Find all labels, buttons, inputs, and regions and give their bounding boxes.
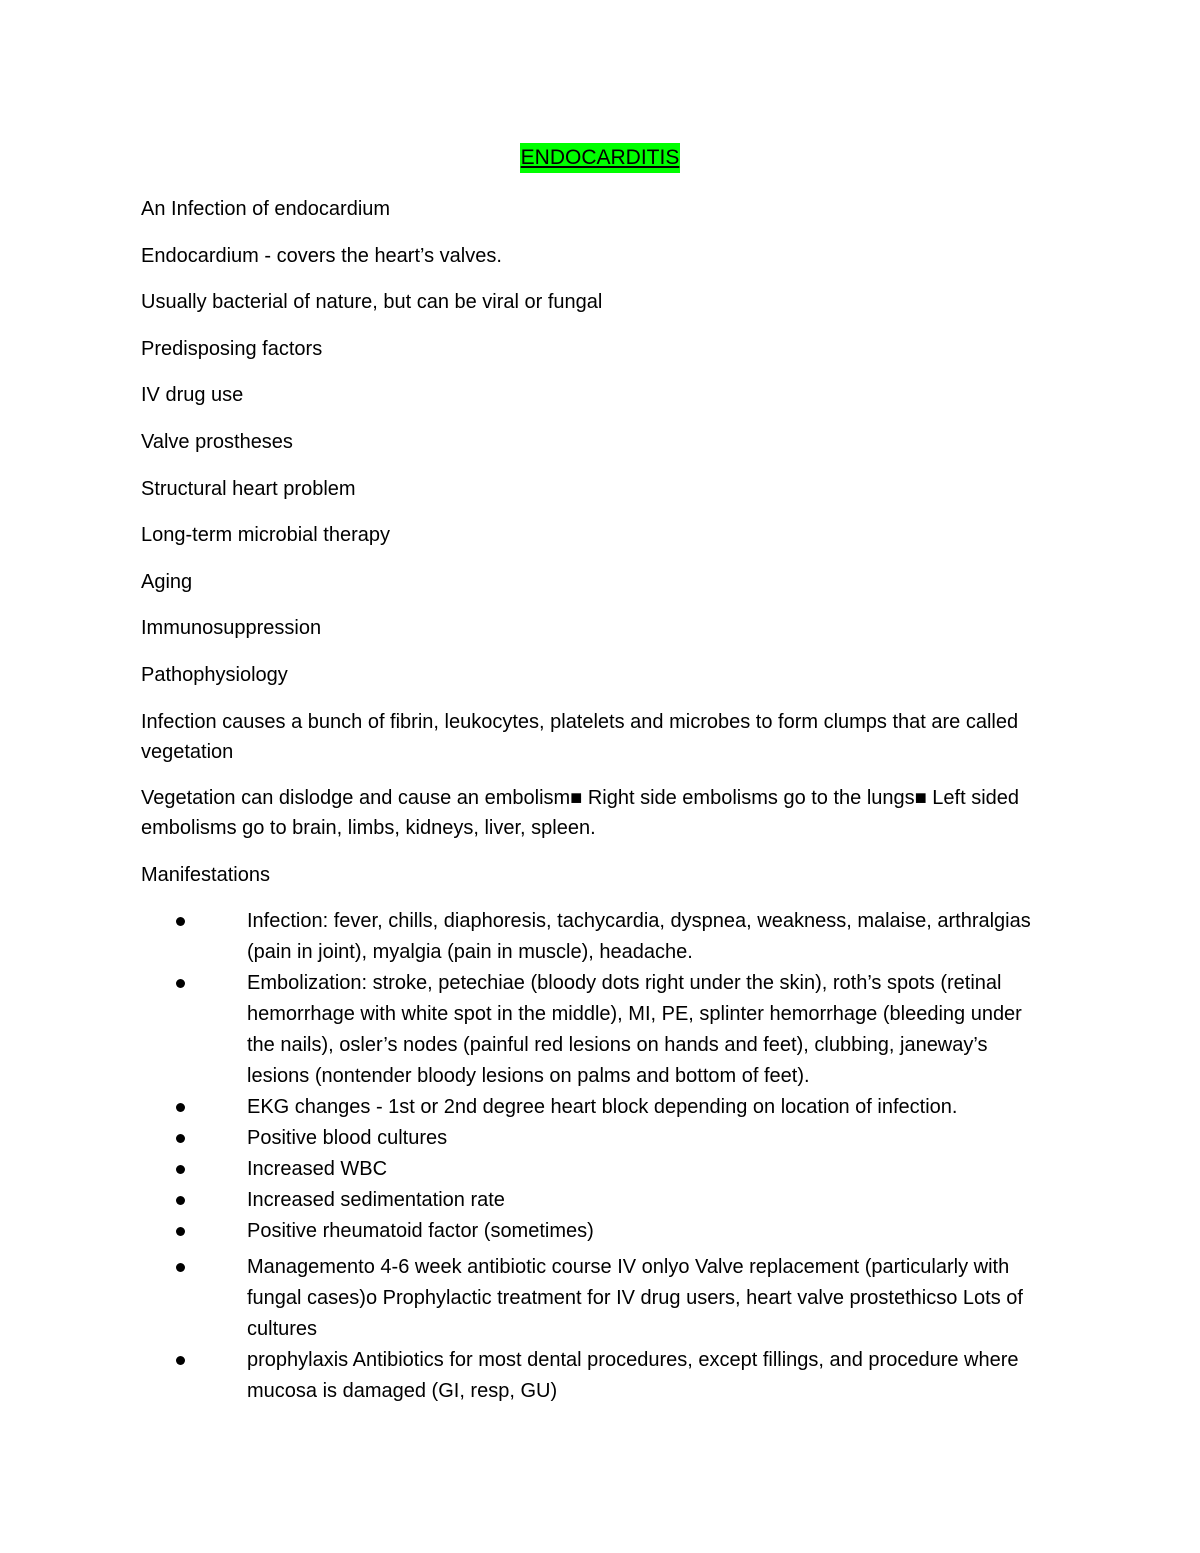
list-item-text: EKG changes - 1st or 2nd degree heart block depending on location of infection. xyxy=(247,1096,958,1119)
bullet-dot-icon xyxy=(176,1263,185,1272)
list-item-text: Managemento 4-6 week antibiotic course IV onlyo Valve replacement (particularly with fungal cases)o Prophylactic treatment for IV drug users, heart valve prostethicso Lots of cultures xyxy=(247,1256,1023,1341)
paragraph: Structural heart problem xyxy=(141,477,356,500)
bullet-dot-icon xyxy=(176,1103,185,1112)
list-item xyxy=(141,968,1051,1092)
bullet-dot-icon xyxy=(176,1227,185,1236)
list-item xyxy=(141,906,1051,968)
paragraph: IV drug use xyxy=(141,384,244,407)
list-item xyxy=(141,1185,1051,1216)
list-item xyxy=(141,1252,1051,1345)
list-item-text: Positive blood cultures xyxy=(247,1127,448,1150)
paragraph: Infection causes a bunch of fibrin, leukocytes, platelets and microbes to form clumps that are called vegetation xyxy=(141,710,1019,763)
list-item xyxy=(141,1092,1051,1123)
bullet-dot-icon xyxy=(176,979,185,988)
manifestations-list xyxy=(141,906,1051,1407)
list-item-text: Embolization: stroke, petechiae (bloody dots right under the skin), roth’s spots (retinal hemorrhage with white spot in the middle), MI, PE, splinter hemorrhage (bleeding under the nails), osler’s nodes (painful red lesions on hands and feet), clubbing, janeway’s lesions (nontender bloody lesions on palms and bottom of feet). xyxy=(247,972,1022,1088)
list-item-text: Increased WBC xyxy=(247,1158,388,1181)
paragraph: Long-term microbial therapy xyxy=(141,524,390,547)
bullet-dot-icon xyxy=(176,1134,185,1143)
bullet-dot-icon xyxy=(176,917,185,926)
list-item xyxy=(141,1216,1051,1247)
paragraph: Immunosuppression xyxy=(141,617,322,640)
document-title: ENDOCARDITIS xyxy=(520,143,681,173)
paragraph: An Infection of endocardium xyxy=(141,198,391,220)
list-item-text: Increased sedimentation rate xyxy=(247,1189,505,1212)
paragraph: Aging xyxy=(141,570,193,593)
document-body xyxy=(141,194,1051,1407)
list-item-text: prophylaxis Antibiotics for most dental procedures, except fillings, and procedure where mucosa is damaged (GI, resp, GU) xyxy=(247,1349,1019,1403)
section-heading-pathophysiology: Pathophysiology xyxy=(141,663,288,686)
bullet-dot-icon xyxy=(176,1356,185,1365)
paragraph: Endocardium - covers the heart’s valves. xyxy=(141,244,502,267)
title-container xyxy=(0,143,1200,173)
list-item xyxy=(141,1123,1051,1154)
list-item xyxy=(141,1345,1051,1407)
section-heading-predisposing-factors: Predisposing factors xyxy=(141,337,323,360)
list-item-text: Infection: fever, chills, diaphoresis, tachycardia, dyspnea, weakness, malaise, arthralgias (pain in joint), myalgia (pain in muscle), headache. xyxy=(247,910,1031,964)
list-item xyxy=(141,1154,1051,1185)
bullet-dot-icon xyxy=(176,1165,185,1174)
bullet-dot-icon xyxy=(176,1196,185,1205)
paragraph: Usually bacterial of nature, but can be viral or fungal xyxy=(141,291,603,314)
paragraph: Valve prostheses xyxy=(141,430,293,453)
paragraph: Vegetation can dislodge and cause an embolism■ Right side embolisms go to the lungs■ Left sided embolisms go to brain, limbs, kidneys, liver, spleen. xyxy=(141,787,1020,840)
list-item-text: Positive rheumatoid factor (sometimes) xyxy=(247,1220,594,1243)
section-heading-manifestations: Manifestations xyxy=(141,863,270,886)
